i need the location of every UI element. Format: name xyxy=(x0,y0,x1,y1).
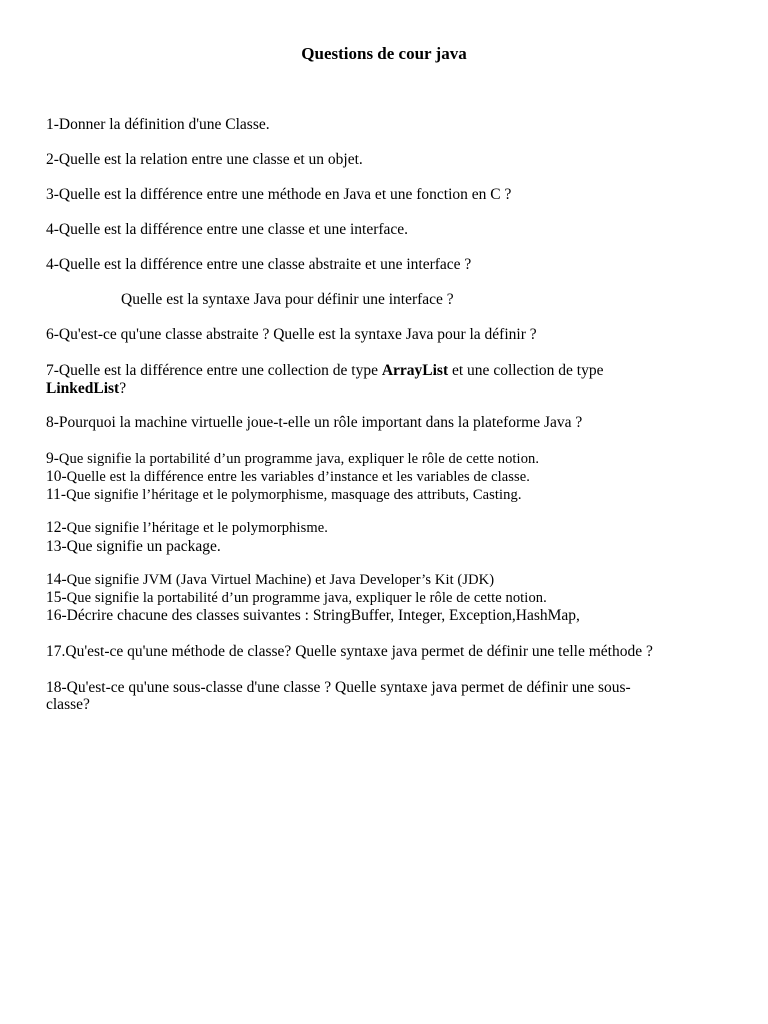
question-11 xyxy=(46,486,522,504)
question-17: 17.Qu'est-ce qu'une méthode de classe? Quelle syntaxe java permet de définir une telle méthode ? xyxy=(46,643,653,660)
question-7-suffix: ? xyxy=(119,380,127,397)
question-12-text: Que signifie l’héritage et le polymorphisme. xyxy=(66,520,328,536)
question-15-text: Que signifie la portabilité d’un programme java, expliquer le rôle de cette notion. xyxy=(66,590,547,606)
question-18-line2: classe? xyxy=(46,696,90,713)
question-11-number: 11- xyxy=(46,486,67,503)
question-7-middle: et une collection de type xyxy=(448,362,604,379)
question-14-text: Que signifie JVM (Java Virtuel Machine) et Java Developer’s Kit (JDK) xyxy=(66,572,495,588)
question-8: 8-Pourquoi la machine virtuelle joue-t-elle un rôle important dans la plateforme Java ? xyxy=(46,414,583,431)
question-10 xyxy=(46,468,530,486)
question-13: 13-Que signifie un package. xyxy=(46,538,221,555)
question-11-text: Que signifie l’héritage et le polymorphisme, masquage des attributs, Casting. xyxy=(66,487,522,503)
question-15 xyxy=(46,589,547,607)
question-10-number: 10- xyxy=(46,468,67,485)
question-7-prefix: 7-Quelle est la différence entre une collection de type xyxy=(46,362,382,379)
question-7-linkedlist: LinkedList xyxy=(46,380,120,397)
question-18-line1: 18-Qu'est-ce qu'une sous-classe d'une classe ? Quelle syntaxe java permet de définir une sous- xyxy=(46,679,631,696)
question-9 xyxy=(46,450,539,468)
question-4a: 4-Quelle est la différence entre une classe et une interface. xyxy=(46,221,409,238)
question-5: Quelle est la syntaxe Java pour définir une interface ? xyxy=(121,291,454,308)
question-3: 3-Quelle est la différence entre une méthode en Java et une fonction en C ? xyxy=(46,186,512,203)
question-1: 1-Donner la définition d'une Classe. xyxy=(46,116,270,133)
question-7-line2 xyxy=(46,380,126,398)
question-16: 16-Décrire chacune des classes suivantes : StringBuffer, Integer, Exception,HashMap, xyxy=(46,607,580,624)
question-15-number: 15- xyxy=(46,589,67,606)
question-4b: 4-Quelle est la différence entre une classe abstraite et une interface ? xyxy=(46,256,472,273)
question-7-arraylist: ArrayList xyxy=(381,362,449,379)
document-title: Questions de cour java xyxy=(301,44,467,63)
question-10-text: Quelle est la différence entre les variables d’instance et les variables de classe. xyxy=(66,469,531,485)
question-2: 2-Quelle est la relation entre une classe et un objet. xyxy=(46,151,363,168)
question-14 xyxy=(46,571,494,589)
question-12-number: 12- xyxy=(46,519,67,536)
question-14-number: 14- xyxy=(46,571,67,588)
question-7-line1 xyxy=(46,362,604,380)
question-12 xyxy=(46,519,328,537)
question-9-number: 9- xyxy=(46,450,59,467)
question-6: 6-Qu'est-ce qu'une classe abstraite ? Quelle est la syntaxe Java pour la définir ? xyxy=(46,326,537,343)
question-9-text: Que signifie la portabilité d’un programme java, expliquer le rôle de cette notion. xyxy=(58,451,540,467)
